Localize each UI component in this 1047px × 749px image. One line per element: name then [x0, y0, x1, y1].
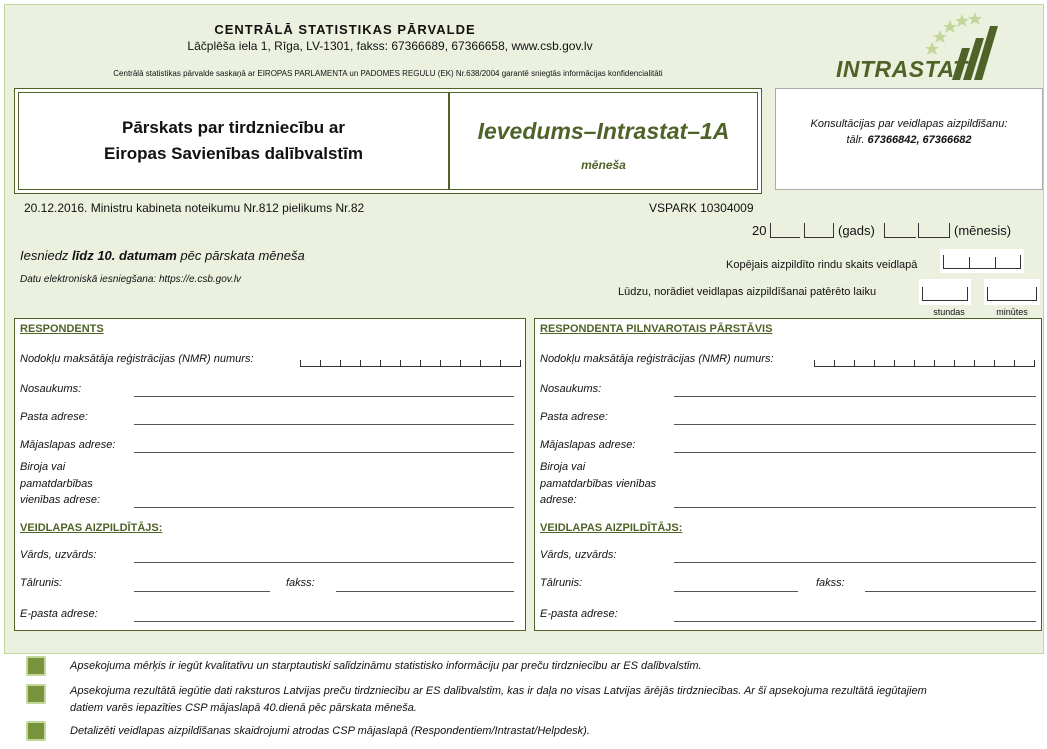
nmr-ticks-icon — [300, 357, 521, 367]
representative-office-field[interactable] — [674, 507, 1036, 508]
respondent-name-field[interactable] — [134, 396, 514, 397]
respondent-nmr-field[interactable] — [300, 357, 521, 367]
consult-phone-numbers: 67366842, 67366682 — [867, 134, 972, 146]
representative-name-field[interactable] — [674, 396, 1036, 397]
respondent-office-label-2: pamatdarbības — [20, 478, 93, 490]
regulation-ref: 20.12.2016. Ministru kabineta noteikumu Nr.812 pielikums Nr.82 — [24, 201, 365, 215]
representative-fax-label: fakss: — [816, 577, 845, 589]
confidentiality-note: Centrālā statistikas pārvalde saskaņā ar EIROPAS PARLAMENTA un PADOMES REGULU (EK) Nr.638/2004 garantē sniegtās informācijas konfidencialitāti — [113, 69, 663, 78]
form-period: mēneša — [581, 158, 626, 172]
report-title-line1: Pārskats par tirdzniecību ar — [122, 118, 345, 137]
deadline-text — [20, 248, 305, 263]
consult-phones — [775, 134, 1043, 146]
representative-office-label-1: Biroja vai — [540, 461, 586, 473]
title-inner-left — [18, 92, 449, 190]
representative-fullname-field[interactable] — [674, 562, 1036, 563]
respondent-phone-field[interactable] — [134, 591, 270, 592]
respondent-email-field[interactable] — [134, 621, 514, 622]
month-digit-2-field[interactable] — [918, 223, 950, 238]
respondent-nmr-label: Nodokļu maksātāja reģistrācijas (NMR) numurs: — [20, 353, 254, 365]
representative-filler-title: VEIDLAPAS AIZPILDĪTĀJS: — [540, 522, 683, 534]
month-label: (mēnesis) — [954, 223, 1012, 238]
respondent-office-label-1: Biroja vai — [20, 461, 66, 473]
org-address: Lāčplēša iela 1, Rīga, LV-1301, fakss: 67366689, 67366658, www.csb.gov.lv — [187, 39, 593, 53]
time-spent-label: Lūdzu, norādiet veidlapas aizpildīšanai patērēto laiku — [618, 286, 877, 298]
representative-web-label: Mājaslapas adrese: — [540, 439, 636, 451]
representative-name-label: Nosaukums: — [540, 383, 602, 395]
year-digit-1-field[interactable] — [770, 223, 800, 238]
representative-postal-field[interactable] — [674, 424, 1036, 425]
representative-phone-field[interactable] — [674, 591, 798, 592]
note-results-line2: datiem varēs iepazīties CSP mājaslapā 40.dienā pēc pārskata mēneša. — [70, 702, 417, 714]
electronic-submission: Datu elektroniskā iesniegšana: https://e.csb.gov.lv — [20, 274, 242, 285]
representative-fullname-label: Vārds, uzvārds: — [540, 549, 617, 561]
report-title-line2: Eiropas Savienības dalībvalstīm — [104, 144, 363, 163]
rows-total-field[interactable] — [940, 249, 1024, 273]
org-name: CENTRĀLĀ STATISTIKAS PĀRVALDE — [214, 22, 476, 37]
logo-text: INTRASTAT — [836, 56, 968, 82]
representative-phone-label: Tālrunis: — [540, 577, 583, 589]
respondent-title: RESPONDENTS — [20, 323, 104, 335]
vspark-code: VSPARK 10304009 — [649, 201, 754, 215]
hours-field[interactable] — [919, 279, 971, 305]
hours-caption: stundas — [933, 307, 965, 317]
respondent-postal-label: Pasta adrese: — [20, 411, 88, 423]
year-label: (gads) — [838, 223, 875, 238]
representative-email-field[interactable] — [674, 621, 1036, 622]
period-fields — [752, 221, 1042, 241]
respondent-fax-label: fakss: — [286, 577, 315, 589]
respondent-phone-label: Tālrunis: — [20, 577, 63, 589]
respondent-fullname-label: Vārds, uzvārds: — [20, 549, 97, 561]
respondent-fullname-field[interactable] — [134, 562, 514, 563]
intrastat-logo — [832, 8, 1012, 88]
deadline-suffix: pēc pārskata mēneša — [176, 248, 305, 263]
form-name: Ievedums–Intrastat–1A — [477, 118, 730, 144]
consult-text: Konsultācijas par veidlapas aizpildīšanu: — [810, 118, 1008, 130]
bullet-icon — [26, 721, 46, 741]
respondent-office-label-3: vienības adrese: — [20, 494, 101, 506]
year-digit-2-field[interactable] — [804, 223, 834, 238]
respondent-fax-field[interactable] — [336, 591, 514, 592]
respondent-web-field[interactable] — [134, 452, 514, 453]
representative-postal-label: Pasta adrese: — [540, 411, 608, 423]
note-purpose: Apsekojuma mērķis ir iegūt kvalitatīvu un starptautiski salīdzināmu statistisko informāciju par preču tirdzniecību ar ES dalībvalstīm. — [70, 660, 702, 672]
consult-phone-label: tālr. — [846, 134, 868, 146]
note-helpdesk: Detalizēti veidlapas aizpildīšanas skaidrojumi atrodas CSP mājaslapā (Respondentiem/Intrastat/Helpdesk). — [70, 725, 590, 737]
deadline-bold: līdz 10. datumam — [72, 248, 177, 263]
representative-office-label-3: adrese: — [540, 494, 577, 506]
bullet-icon — [26, 656, 46, 676]
respondent-postal-field[interactable] — [134, 424, 514, 425]
respondent-name-label: Nosaukums: — [20, 383, 82, 395]
bullet-icon — [26, 684, 46, 704]
representative-nmr-label: Nodokļu maksātāja reģistrācijas (NMR) numurs: — [540, 353, 774, 365]
month-digit-1-field[interactable] — [884, 223, 916, 238]
deadline-prefix: Iesniedz — [20, 248, 73, 263]
respondent-office-field[interactable] — [134, 507, 514, 508]
representative-title: RESPONDENTA PILNVAROTAIS PĀRSTĀVIS — [540, 323, 773, 335]
representative-fax-field[interactable] — [865, 591, 1036, 592]
rows-total-label: Kopējais aizpildīto rindu skaits veidlapā — [726, 259, 918, 271]
minutes-caption: minūtes — [996, 307, 1028, 317]
period-century: 20 — [752, 223, 767, 238]
nmr-ticks-icon — [814, 357, 1035, 367]
respondent-filler-title: VEIDLAPAS AIZPILDĪTĀJS: — [20, 522, 163, 534]
note-results-line1: Apsekojuma rezultātā iegūtie dati raksturos Latvijas preču tirdzniecību ar ES dalībvalstīm, kas ir daļa no visas Latvijas ārējās tirdzniecības. Ar šī apsekojuma rezultātā iegūtajiem — [70, 685, 927, 697]
respondent-web-label: Mājaslapas adrese: — [20, 439, 116, 451]
representative-office-label-2: pamatdarbības vienības — [540, 478, 657, 490]
representative-email-label: E-pasta adrese: — [540, 608, 618, 620]
respondent-email-label: E-pasta adrese: — [20, 608, 98, 620]
representative-nmr-field[interactable] — [814, 357, 1035, 367]
minutes-field[interactable] — [984, 279, 1040, 305]
representative-web-field[interactable] — [674, 452, 1036, 453]
